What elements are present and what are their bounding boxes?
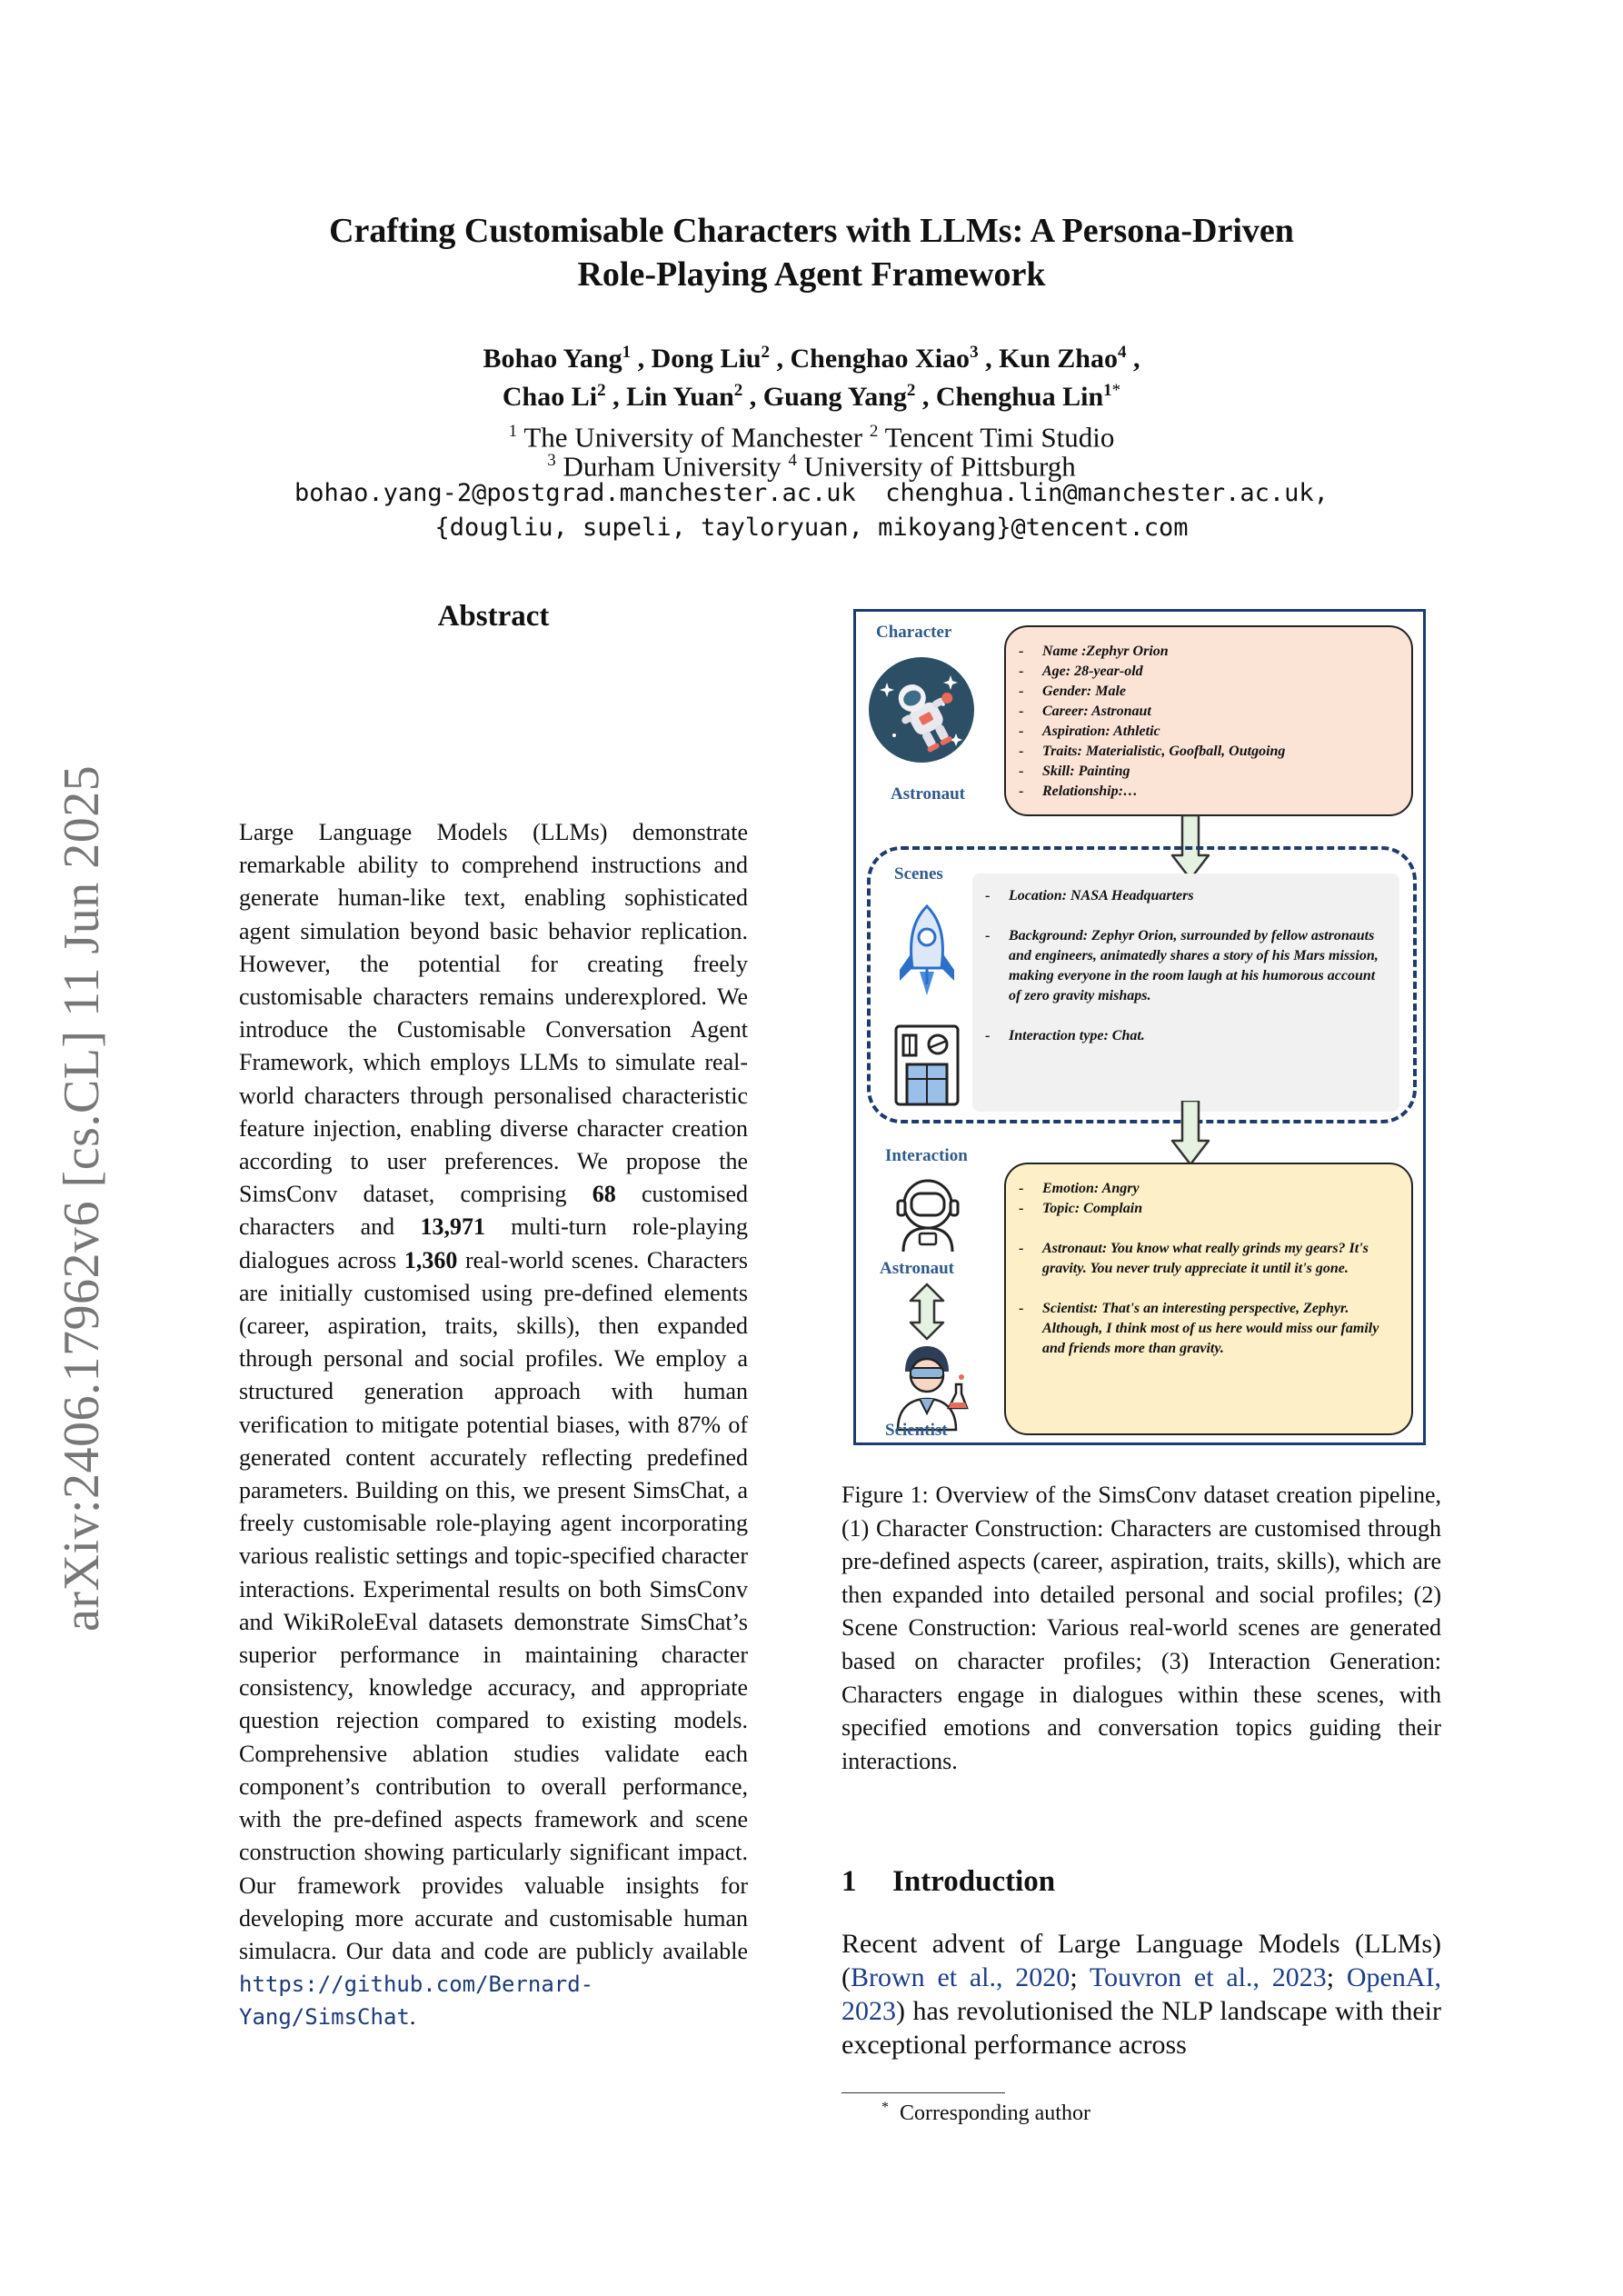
affiliation-pittsburgh: University of Pittsburgh [803, 450, 1076, 483]
author-affiliation: 2 [597, 381, 606, 400]
scene-location: - Location: NASA Headquarters [978, 886, 1387, 906]
author-affiliation: 2 [733, 381, 743, 400]
author-name: Chenghao Xiao [790, 344, 971, 374]
email-bohao[interactable]: bohao.yang-2@postgrad.manchester.ac.uk [294, 479, 856, 507]
astronaut-dialogue-line: - Astronaut: You know what really grinds my gears? It's gravity. You never truly appreciate it until it's gone. [1011, 1239, 1402, 1279]
character-section-label: Character [876, 623, 952, 642]
character-profile-list [1011, 642, 1411, 802]
interaction-section-label: Interaction [885, 1146, 968, 1165]
scientist-icon [883, 1341, 974, 1432]
citation-link[interactable]: Touvron et al., 2023 [1089, 1962, 1327, 1992]
abstract-text: customised characters and [239, 1181, 748, 1241]
intro-text: Recent advent of Large Language Models (LLMs) ( [841, 1929, 1441, 1992]
email-line-1 [0, 476, 1623, 511]
author-list-line-2: Chao Li$^2$ , Lin Yuan$^2$ , Guang Yang$^2$ , Chenghua Lin$^{1*}$ [502, 381, 1121, 412]
author-affiliation: 3 [970, 343, 979, 362]
arxiv-identifier: arXiv:2406.17962v6 [cs.CL] 11 Jun 2025 [54, 764, 110, 1632]
footnote-divider [841, 2092, 1005, 2093]
author-name: Bohao Yang [483, 344, 622, 374]
topic-item: - Topic: Complain [1011, 1199, 1402, 1219]
affiliation-line-2: $^3$ Durham University $^4$ University of Pittsburgh [547, 450, 1076, 483]
section-title: Introduction [892, 1865, 1056, 1898]
scene-details-list [978, 886, 1387, 1046]
citation-link[interactable]: OpenAI, 2023 [841, 1962, 1442, 2026]
count-characters: 68 [592, 1181, 616, 1208]
footnote-text: Corresponding author [900, 2101, 1090, 2125]
author-affiliation: 2 [906, 381, 916, 400]
emotion-item: - Emotion: Angry [1011, 1179, 1402, 1199]
abstract-text: . [409, 2003, 416, 2031]
author-list-line-1: Bohao Yang$^1$ , Dong Liu$^2$ , Chenghao Xiao$^3$ , Kun Zhao$^4$ , [483, 343, 1140, 374]
intro-text: ; [1070, 1962, 1090, 1992]
github-link[interactable]: https://github.com/Bernard-Yang/SimsChat [239, 1972, 594, 2031]
abstract-heading: Abstract [437, 600, 550, 633]
building-icon [891, 1021, 963, 1112]
affiliation-tencent: Tencent Timi Studio [884, 421, 1115, 454]
affiliation-line-1: $^1$ The University of Manchester $^2$ Tencent Timi Studio [508, 421, 1115, 454]
footnote [881, 2100, 1090, 2126]
citation-link[interactable]: Brown et al., 2020 [851, 1962, 1070, 1992]
email-line-2[interactable]: {dougliu, supeli, tayloryuan, mikoyang}@tencent.com [434, 514, 1189, 542]
astronaut-helmet-icon [887, 1173, 969, 1255]
count-dialogues: 13,971 [420, 1213, 485, 1241]
scene-interaction-type: - Interaction type: Chat. [978, 1026, 1387, 1046]
introduction-paragraph [841, 1927, 1441, 2061]
author-affiliation: 4 [1117, 343, 1127, 362]
affiliation-durham: Durham University [563, 450, 782, 483]
footnote-marker: * [881, 2100, 889, 2115]
author-affiliation: 1 [1103, 381, 1112, 400]
double-arrow-icon [909, 1283, 945, 1341]
intro-text: ) has revolutionised the NLP landscape with their exceptional performance across [841, 1996, 1441, 2060]
section-number: 1 [841, 1865, 857, 1898]
scene-details-box [972, 873, 1399, 1112]
dialogue-list [1011, 1179, 1402, 1359]
scenes-section-label: Scenes [894, 864, 943, 883]
paper-title-line-2: Role-Playing Agent Framework [577, 255, 1046, 294]
profile-skill: - Skill: Painting [1011, 762, 1411, 782]
figure-caption: Figure 1: Overview of the SimsConv dataset creation pipeline, (1) Character Construction: Characters are customised through pre-defined aspects (career, aspiration, traits, skills), which are then expanded into detailed personal and social profiles; (2) Scene Construction: Various real-world scenes are generated based on character profiles; (3) Interaction Generation: Characters engage in dialogues within these scenes, with specified emotions and conversation topics guiding their interactions. [841, 1482, 1441, 1774]
profile-traits: - Traits: Materialistic, Goofball, Outgoing [1011, 742, 1411, 762]
profile-age: - Age: 28-year-old [1011, 662, 1411, 682]
profile-aspiration: - Aspiration: Athletic [1011, 722, 1411, 742]
profile-career: - Career: Astronaut [1011, 702, 1411, 722]
scene-background: - Background: Zephyr Orion, surrounded by fellow astronauts and engineers, animatedly shares a story of his Mars mission, making everyone in the room laugh at his humorous account of zero gravity mishaps. [978, 926, 1387, 1006]
author-name: Dong Liu [651, 344, 762, 374]
corresponding-marker: * [1111, 381, 1121, 400]
author-name: Chenghua Lin [935, 382, 1104, 412]
author-affiliation: 2 [761, 343, 771, 362]
profile-relationship: - Relationship:… [1011, 782, 1411, 802]
author-affiliation: 1 [622, 343, 632, 362]
astronaut-avatar-icon [867, 655, 976, 764]
character-profile-bubble [1004, 625, 1413, 816]
author-name: Lin Yuan [626, 382, 734, 412]
abstract-text: multi-turn role-playing dialogues across [239, 1213, 748, 1273]
abstract-text: Large Language Models (LLMs) demonstrate remarkable ability to comprehend instructions and generate human-like text, enabling sophisticated agent simulation beyond basic behavior replication. However, the potential for creating freely customisable characters remains underexplored. We introduce the Customisable Conversation Agent Framework, which employs LLMs to simulate real-world characters through personalised characteristic feature injection, enabling diverse character creation according to user preferences. We propose the SimsConv dataset, comprising [239, 819, 748, 1208]
count-scenes: 1,360 [403, 1246, 458, 1273]
affiliation-manchester: The University of Manchester [523, 421, 863, 454]
interaction-astronaut-label: Astronaut [880, 1259, 954, 1278]
email-chenghua[interactable]: chenghua.lin@manchester.ac.uk, [885, 479, 1329, 507]
intro-text: ; [1326, 1962, 1347, 1992]
abstract-body [239, 816, 748, 2034]
figure-1 [853, 609, 1426, 1445]
profile-gender: - Gender: Male [1011, 682, 1411, 702]
abstract-text: real-world scenes. Characters are initially customised using pre-defined elements (career, aspiration, traits, skills), then expanded through personal and social profiles. We employ a structured generation approach with human verification to mitigate potential biases, with 87% of generated content accurately reflecting predefined parameters. Building on this, we present SimsChat, a freely customisable role-playing agent incorporating various realistic settings and topic-specified character interactions. Experimental results on both SimsConv and WikiRoleEval datasets demonstrate SimsChat’s superior performance in maintaining character consistency, knowledge accuracy, and appropriate question rejection compared to existing models. Comprehensive ablation studies validate each component’s contribution to overall performance, with the pre-defined aspects framework and scene construction showing particularly significant impact. Our framework provides valuable insights for developing more accurate and customisable human simulacra. Our data and code are publicly available [239, 1246, 749, 1964]
scientist-caption-label: Scientist [885, 1421, 948, 1440]
author-name: Chao Li [502, 382, 598, 412]
author-name: Kun Zhao [999, 344, 1118, 374]
scientist-dialogue-line: - Scientist: That's an interesting perspective, Zephyr. Although, I think most of us here would miss our family and friends more than gravity. [1011, 1299, 1402, 1359]
paper-title-line-1: Crafting Customisable Characters with LLMs: A Persona-Driven [329, 212, 1294, 250]
author-name: Guang Yang [762, 382, 907, 412]
arrow-down-icon [1170, 1101, 1210, 1166]
profile-name: - Name :Zephyr Orion [1011, 642, 1411, 662]
interaction-dialogue-bubble [1004, 1163, 1413, 1435]
astronaut-caption-label: Astronaut [891, 784, 965, 804]
rocket-icon [891, 901, 963, 1001]
section-heading-introduction [841, 1865, 1055, 1899]
